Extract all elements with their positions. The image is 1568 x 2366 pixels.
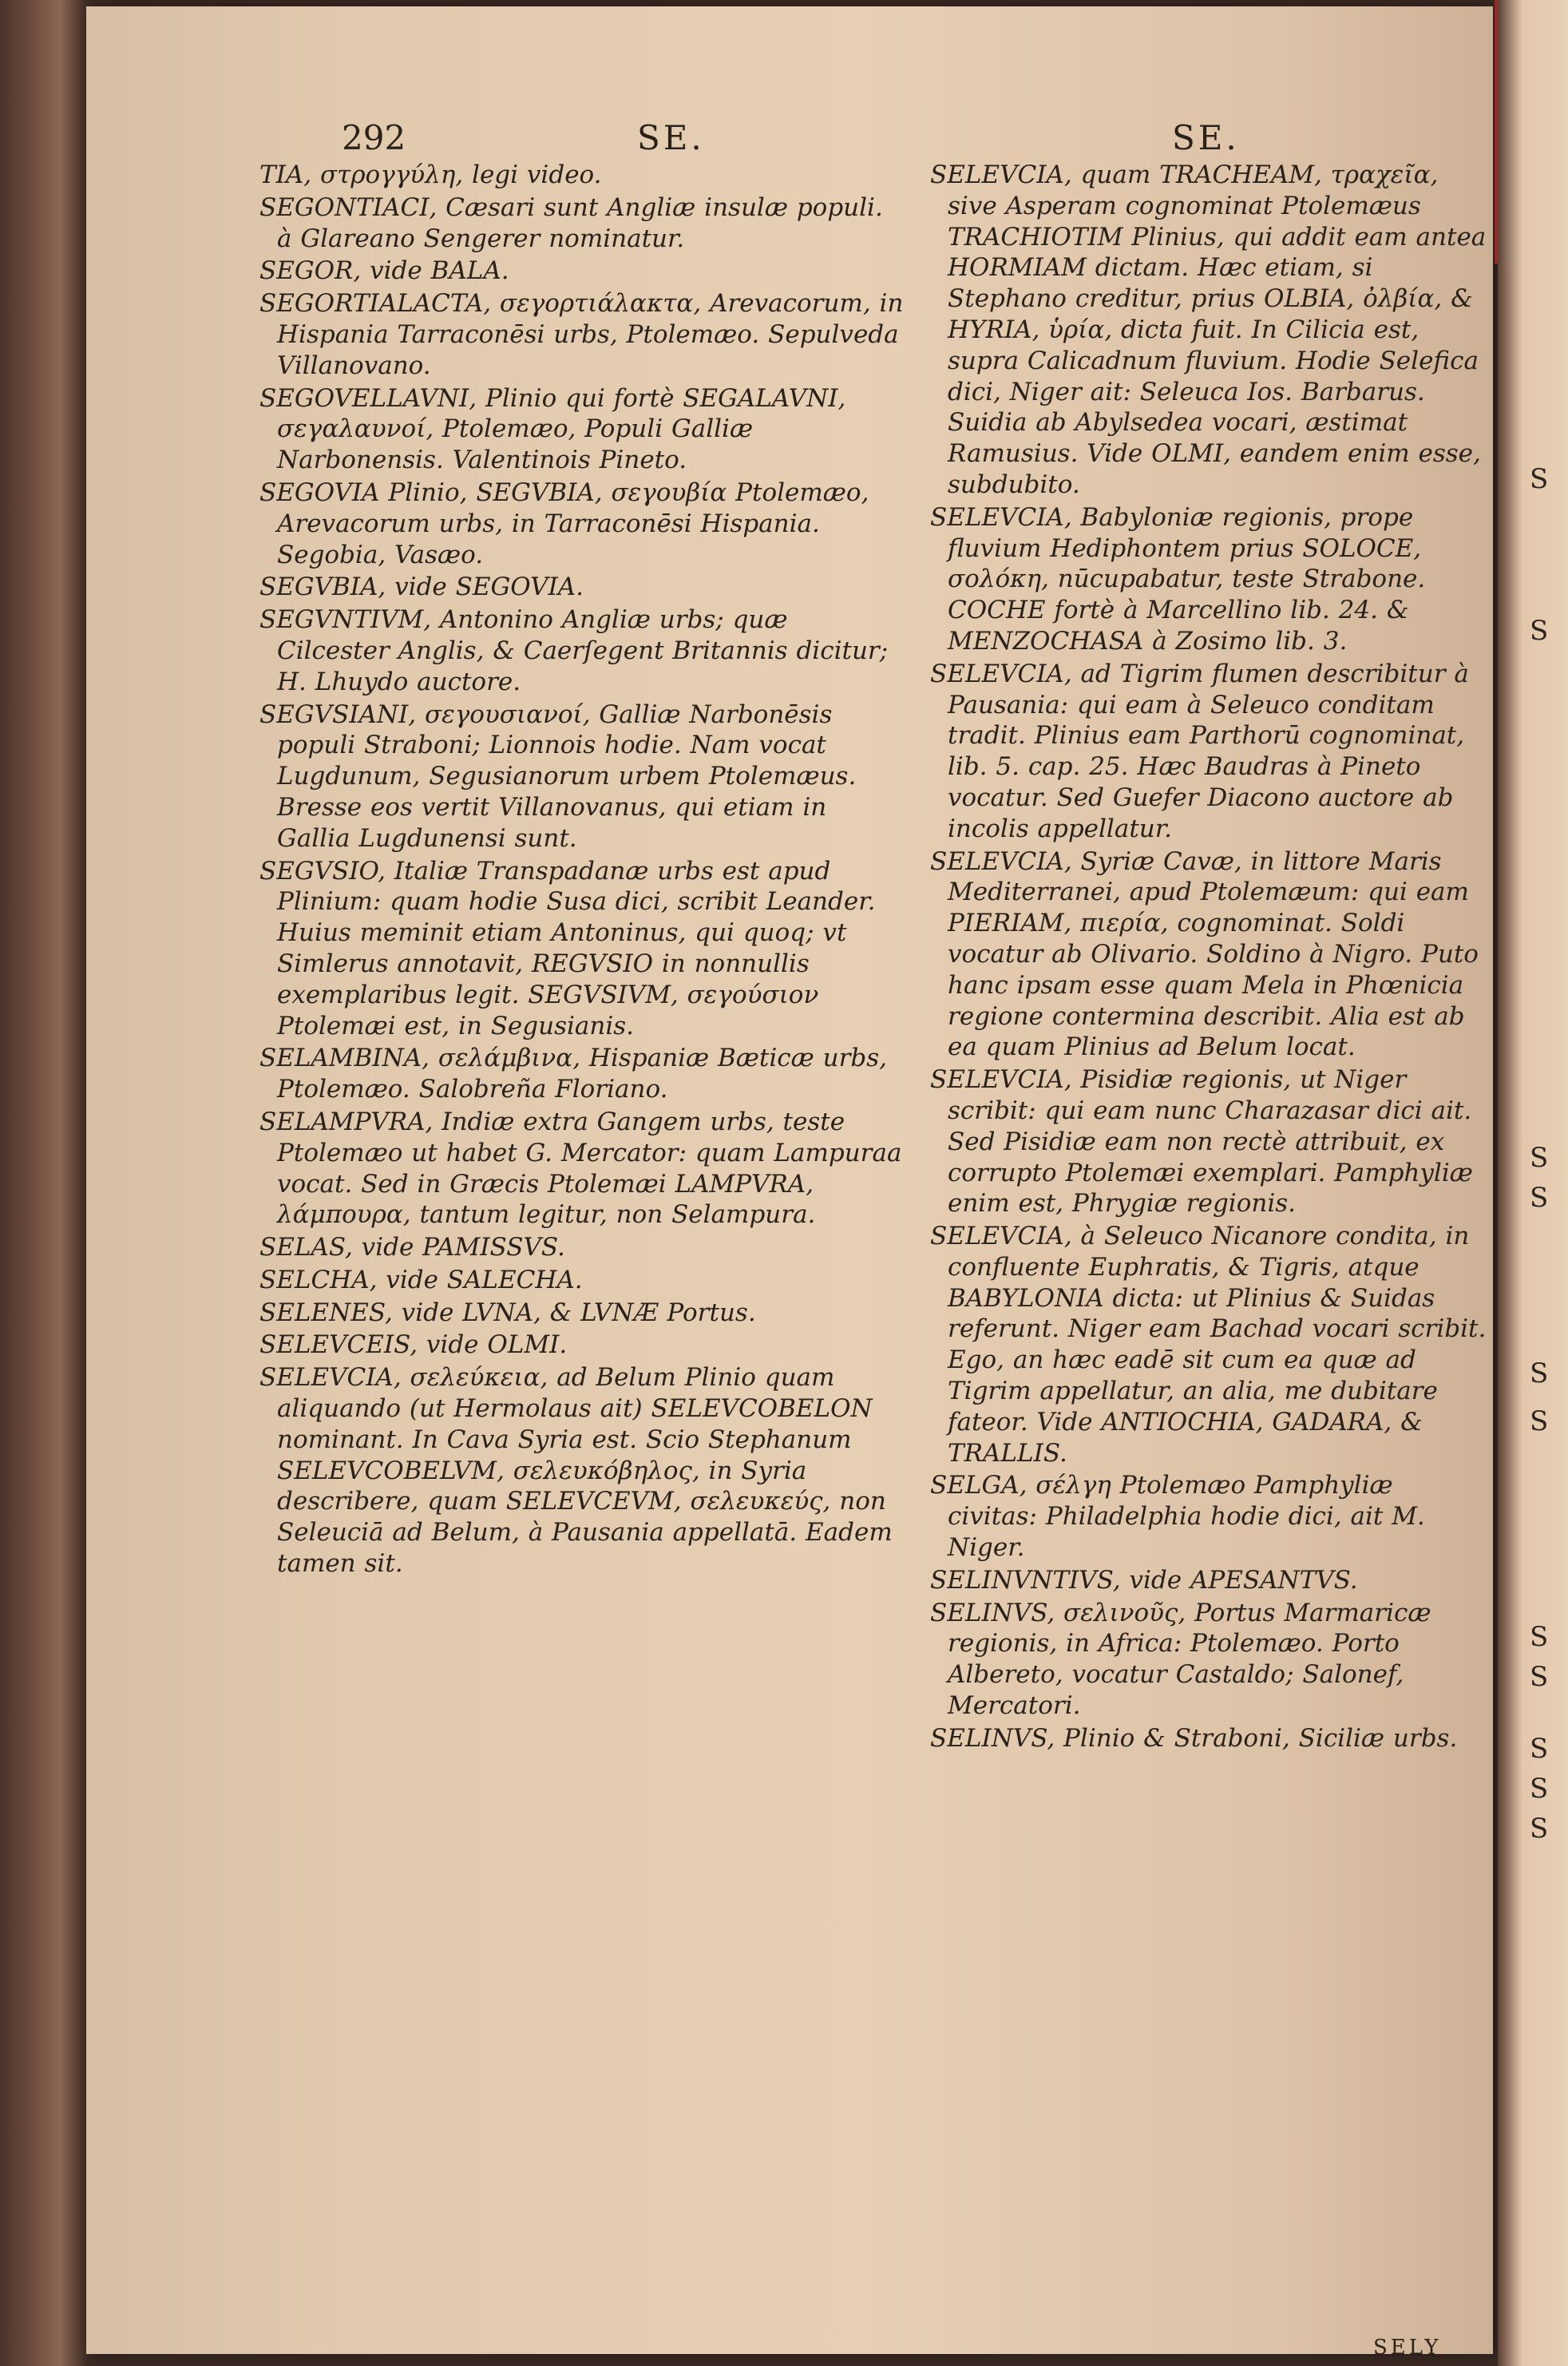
next-page-letter: S [1530, 1813, 1549, 1845]
left-column [259, 160, 906, 1581]
dictionary-entry: SELEVCIA, à Seleuco Nicanore condita, in confluente Euphratis, & Tigris, atque BABYLONIA dicta: ut Plinius & Suidas referunt. Niger eam Bachad vocari scribit. Ego, an hæc eadē sit cum ea quæ ad Tigrim appellatur, an alia, me dubitare fateor. Vide ANTIOCHIA, GADARA, & TRALLIS. [930, 1222, 1487, 1468]
dictionary-entry: SEGORTIALACTA, σεγορτιάλακτα, Arevacorum, in Hispania Tarraconēsi urbs, Ptolemæo. Sepulveda Villanovano. [259, 289, 904, 380]
dictionary-entry: SELEVCEIS, vide OLMI. [259, 1330, 568, 1360]
dictionary-entry: SELEVCIA, Babyloniæ regionis, prope fluvium Hediphontem prius SOLOCE, σολόκη, nūcupabatur, teste Strabone. COCHE fortè à Marcellino lib. 24. & MENZOCHASA à Zosimo lib. 3. [930, 502, 1426, 656]
dictionary-entry: SELINVS, σελινοῦς, Portus Marmaricæ regionis, in Africa: Ptolemæo. Porto Albereto, vocatur Castaldo; Salonef, Mercatori. [930, 1598, 1431, 1721]
dictionary-entry: SELEVCIA, Syriæ Cavæ, in littore Maris Mediterranei, apud Ptolemæum: qui eam PIERIAM, πιερία, cognominat. Soldi vocatur ab Olivario. Soldino à Nigro. Puto hanc ipsam esse quam Mela in Phœnicia regione contermina describit. Alia est ab ea quam Plinius ad Belum locat. [930, 846, 1479, 1062]
next-page-letter: S [1530, 1405, 1549, 1437]
next-page-letter: S [1530, 1733, 1549, 1765]
next-page-letter: S [1530, 1182, 1549, 1214]
running-head-right: SE. [1172, 118, 1240, 157]
next-page-letter: S [1530, 463, 1549, 495]
dictionary-entry: SELEVCIA, Pisidiæ regionis, ut Niger scribit: qui eam nunc Charazasar dici ait. Sed Pisidiæ eam non rectè attribuit, ex corrupto Ptolemæi exemplari. Pamphyliæ enim est, Phrygiæ regionis. [930, 1065, 1473, 1219]
dictionary-entry: SELENES, vide LVNA, & LVNÆ Portus. [259, 1298, 756, 1327]
dictionary-entry: SELEVCIA, σελεύκεια, ad Belum Plinio quam aliquando (ut Hermolaus ait) SELEVCOBELON nominant. In Cava Syria est. Scio Stephanum SELEVCOBELVM, σελευκόβηλος, in Syria describere, quam SELEVCEVM, σελευκεύς, non Seleuciā ad Belum, à Pausania appellatā. Eadem tamen sit. [259, 1363, 893, 1579]
next-page-letter: S [1530, 1357, 1549, 1389]
dictionary-entry: TIA, στρογγύλη, legi video. [259, 161, 602, 189]
next-page-letter: S [1530, 1661, 1549, 1693]
dictionary-entry: SELINVNTIVS, vide APESANTVS. [930, 1565, 1358, 1595]
dictionary-entry: SELGA, σέλγη Ptolemæo Pamphyliæ civitas: Philadelphia hodie dici, ait M. Niger. [930, 1471, 1425, 1563]
dictionary-entry: SEGOR, vide BALA. [259, 256, 509, 286]
dictionary-entry: SEGOVIA Plinio, SEGVBIA, σεγουβία Ptolemæo, Arevacorum urbs, in Tarraconēsi Hispania. Segobia, Vasæo. [259, 478, 869, 569]
dictionary-entry: SEGONTIACI, Cæsari sunt Angliæ insulæ populi. à Glareano Sengerer nominatur. [259, 192, 883, 253]
dictionary-entry: SELAS, vide PAMISSVS. [259, 1233, 565, 1262]
page-header [86, 118, 1493, 166]
dictionary-entry: SELEVCIA, quam TRACHEAM, τραχεῖα, sive Asperam cognominat Ptolemæus TRACHIOTIM Plinius, qui addit eam antea HORMIAM dictam. Hæc etiam, si Stephano creditur, prius OLBIA, ὀλβία, & HYRIA, ὑρία, dicta fuit. In Cilicia est, supra Calicadnum fluvium. Hodie Selefica dici, Niger ait: Seleuca Ios. Barbarus. Suidia ab Abylsedea vocari, æstimat Ramusius. Vide OLMI, eandem enim esse, subdubito. [930, 161, 1487, 499]
catchword: SELY [1373, 2336, 1442, 2360]
dictionary-entry: SELCHA, vide SALECHA. [259, 1265, 583, 1294]
next-page-letter: S [1530, 1621, 1549, 1653]
running-head-left: SE. [637, 118, 705, 157]
next-page-edge [1498, 0, 1568, 2366]
dictionary-entry: SELAMPVRA, Indiæ extra Gangem urbs, teste Ptolemæo ut habet G. Mercator: quam Lampuraa vocat. Sed in Græcis Ptolemæi LAMPVRA, λάμπουρα, tantum legitur, non Selampura. [259, 1107, 902, 1230]
next-page-letter: S [1530, 1773, 1549, 1805]
dictionary-entry: SELEVCIA, ad Tigrim flumen describitur à Pausania: qui eam à Seleuco conditam tradit. Plinius eam Parthorū cognominat, lib. 5. cap. 25. Hæc Baudras à Pineto vocatur. Sed Guefer Diacono auctore ab incolis appellatur. [930, 659, 1469, 843]
right-column [930, 160, 1489, 1756]
next-page-letter: S [1530, 615, 1549, 647]
next-page-letter: S [1530, 1142, 1549, 1174]
page-number: 292 [342, 118, 406, 157]
dictionary-entry: SELAMBINA, σελάμβινα, Hispaniæ Bæticæ urbs, Ptolemæo. Salobreña Floriano. [259, 1044, 888, 1104]
dictionary-entry: SELINVS, Plinio & Straboni, Siciliæ urbs. [930, 1723, 1458, 1753]
dictionary-entry: SEGVNTIVM, Antonino Angliæ urbs; quæ Cilcester Anglis, & Caerſegent Britannis dicitur; H. Lhuydo auctore. [259, 605, 889, 696]
dictionary-entry: SEGOVELLAVNI, Plinio qui fortè SEGALAVNI, σεγαλαυνοί, Ptolemæo, Populi Galliæ Narbonensis. Valentinois Pineto. [259, 383, 846, 475]
dictionary-entry: SEGVSIANI, σεγουσιανοί, Galliæ Narbonēsis populi Straboni; Lionnois hodie. Nam vocat Lugdunum, Segusianorum urbem Ptolemæus. Bresse eos vertit Villanovanus, qui etiam in Gallia Lugdunensi sunt. [259, 699, 857, 853]
dictionary-entry: SEGVBIA, vide SEGOVIA. [259, 573, 584, 602]
dictionary-entry: SEGVSIO, Italiæ Transpadanæ urbs est apud Plinium: quam hodie Susa dici, scribit Leander. Huius meminit etiam Antoninus, qui quoq; vt Simlerus annotavit, REGVSIO in nonnullis exemplaribus legit. SEGVSIVM, σεγούσιον Ptolemæi est, in Segusianis. [259, 856, 876, 1040]
